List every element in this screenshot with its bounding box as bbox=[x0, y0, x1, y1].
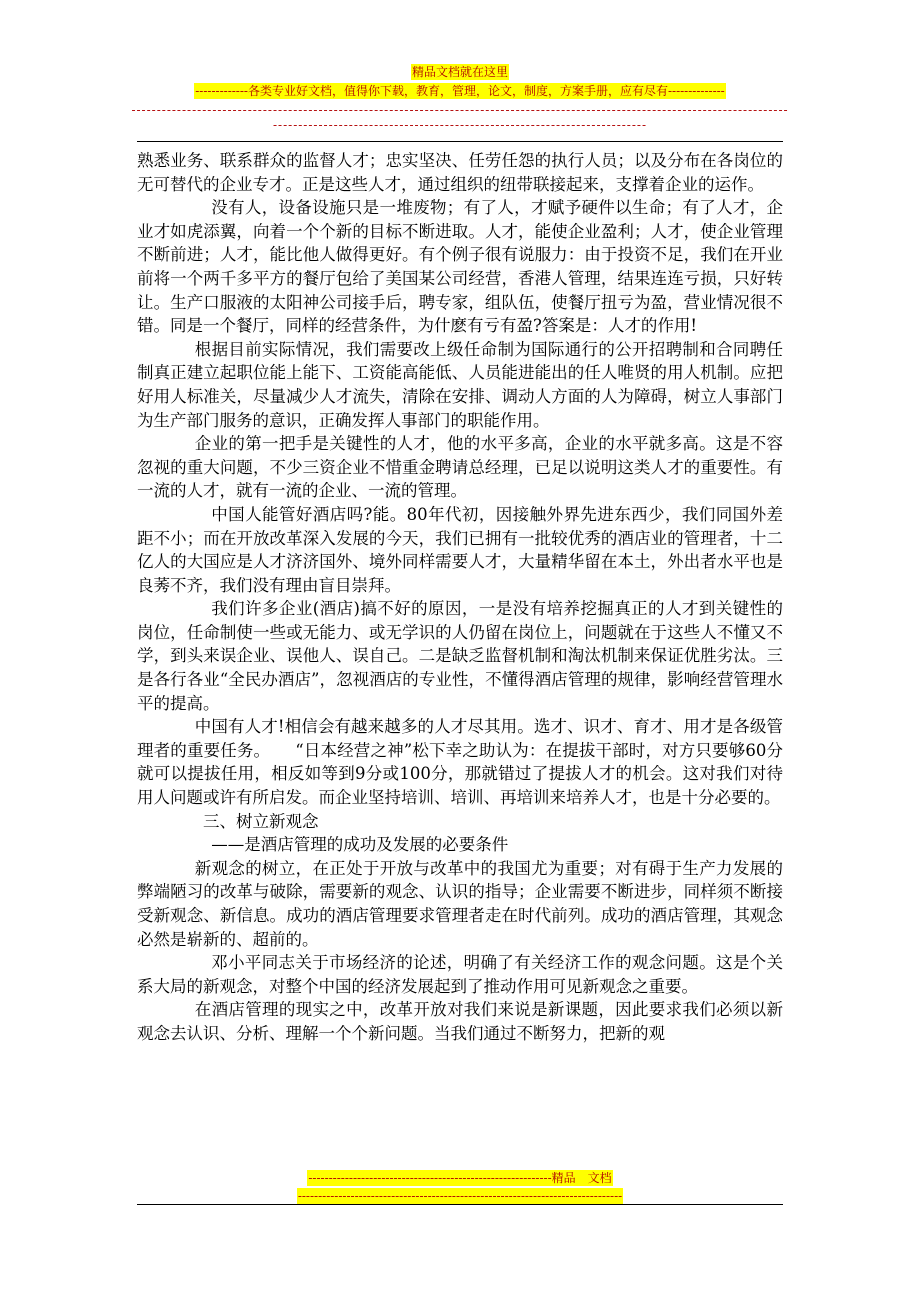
paragraph: 中国有人才!相信会有越来越多的人才尽其用。选才、识才、育才、用才是各级管理者的重要任务。 “日本经营之神”松下幸之助认为：在提拔干部时，对方只要够60分就可以提拔任用，相反如等到9分或100分，那就错过了提拔人才的机会。这对我们对待用人问题或许有所启发。而企业坚持培训、培训、再培训来培养人才，也是十分必要的。 bbox=[137, 717, 783, 808]
paragraph: 中国人能管好酒店吗?能。80年代初，因接触外界先进东西少，我们同国外差距不小；而在开放改革深入发展的今天，我们已拥有一批较优秀的酒店业的管理者，十二亿人的大国应是人才济济国外、境外同样需要人才，大量精华留在本土，外出者水平也是良莠不齐，我们没有理由盲目崇拜。 bbox=[137, 504, 783, 595]
document-body bbox=[137, 149, 783, 1046]
header-rule bbox=[137, 141, 783, 142]
header-slogan: -------------各类专业好文档，值得你下载，教育，管理，论文，制度，方案手册，应有尽有-------------- bbox=[195, 84, 725, 98]
paragraph: 企业的第一把手是关键性的人才，他的水平多高，企业的水平就多高。这是不容忽视的重大问题，不少三资企业不惜重金聘请总经理，已足以说明这类人才的重要性。有一流的人才，就有一流的企业、一流的管理。 bbox=[137, 434, 783, 501]
paragraph: 我们许多企业(酒店)搞不好的原因，一是没有培养挖掘真正的人才到关键性的岗位，任命制使一些或无能力、或无学识的人仍留在岗位上，问题就在于这些人不懂又不学，到头来误企业、误他人、误自己。二是缺乏监督机制和淘汰机制来保证优胜劣汰。三是各行各业“全民办酒店”，忽视酒店的专业性，不懂得酒店管理的规律，影响经营管理水平的提高。 bbox=[137, 599, 783, 713]
footer-rule bbox=[137, 1204, 783, 1205]
paragraph: 根据目前实际情况，我们需要改上级任命制为国际通行的公开招聘制和合同聘任制真正建立起职位能上能下、工资能高能低、人员能进能出的任人唯贤的用人机制。应把好用人标准关，尽量减少人才流失，清除在安排、调动人方面的人为障碍，树立人事部门为生产部门服务的意识，正确发挥人事部门的职能作用。 bbox=[137, 339, 783, 430]
page-header bbox=[0, 64, 920, 133]
page-footer bbox=[0, 1170, 920, 1204]
paragraph: 在酒店管理的现实之中，改革开放对我们来说是新课题，因此要求我们必须以新观念去认识、分析、理解一个个新问题。当我们通过不断努力，把新的观 bbox=[137, 1000, 783, 1043]
footer-line: ------------------------------------------------------------精品 文档 bbox=[308, 1171, 612, 1185]
paragraph: 熟悉业务、联系群众的监督人才；忠实坚决、任劳任怨的执行人员；以及分布在各岗位的无可替代的企业专才。正是这些人才，通过组织的纽带联接起来，支撑着企业的运作。 bbox=[137, 151, 783, 194]
section-heading: 三、树立新观念 bbox=[203, 811, 319, 831]
paragraph: 邓小平同志关于市场经济的论述，明确了有关经济工作的观念问题。这是个关系大局的新观念，对整个中国的经济发展起到了推动作用可见新观念之重要。 bbox=[137, 953, 783, 996]
section-subheading: ——是酒店管理的成功及发展的必要条件 bbox=[211, 835, 509, 855]
header-dash-line: ------------------------------------------------------------------------------------------------------------------------------------------------------------------------------------------------------------ bbox=[131, 103, 789, 132]
paragraph: 新观念的树立，在正处于开放与改革中的我国尤为重要；对有碍于生产力发展的弊端陋习的改革与破除，需要新的观念、认识的指导；企业需要不断进步，同样须不断接受新观念、新信息。成功的酒店管理要求管理者走在时代前列。成功的酒店管理，其观念必然是崭新的、超前的。 bbox=[137, 858, 783, 949]
footer-dash-line: -------------------------------------------------------------------------------- bbox=[297, 1189, 623, 1203]
header-title: 精品文档就在这里 bbox=[411, 65, 508, 79]
paragraph: 没有人，设备设施只是一堆废物；有了人，才赋予硬件以生命；有了人才，企业才如虎添翼，向着一个个新的目标不断进取。人才，能使企业盈利；人才，使企业管理不断前进；人才，能比他人做得更好。有个例子很有说服力：由于投资不足，我们在开业前将一个两千多平方的餐厅包给了美国某公司经营，香港人管理，结果连连亏损，只好转让。生产口服液的太阳神公司接手后，聘专家，组队伍，使餐厅扭亏为盈，营业情况很不错。同是一个餐厅，同样的经营条件，为什麽有亏有盈?答案是：人才的作用! bbox=[137, 198, 783, 336]
